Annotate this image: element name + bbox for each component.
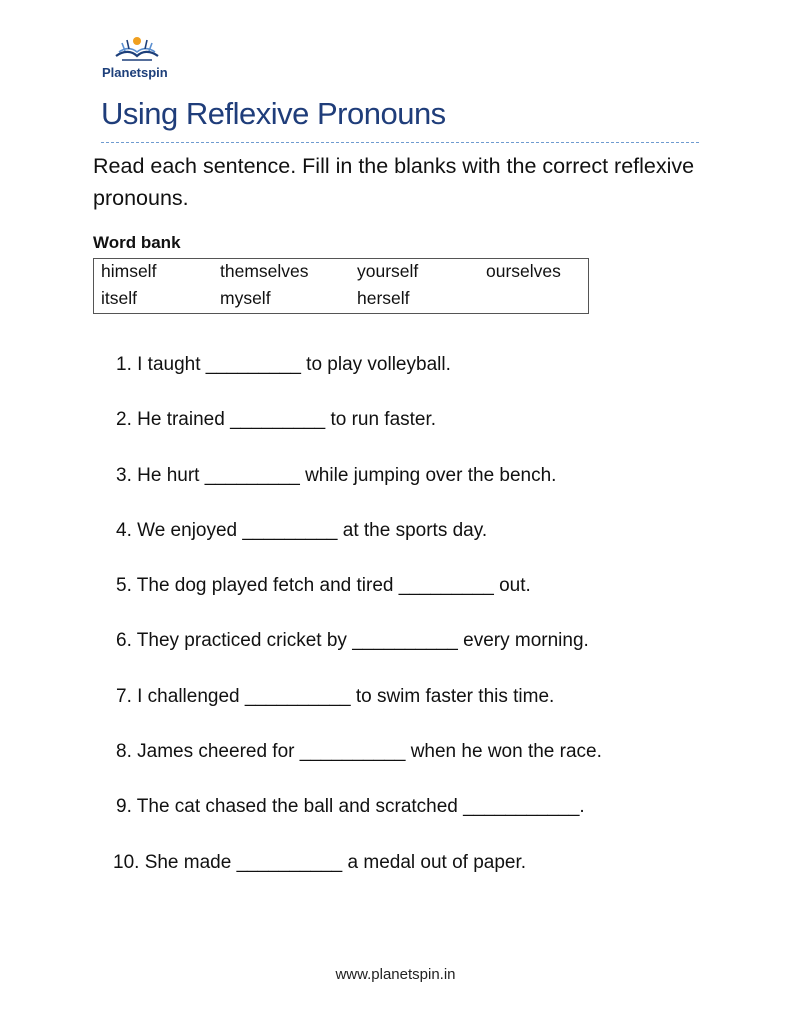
question-item: 9. The cat chased the ball and scratched ___________. — [116, 796, 585, 818]
word-bank-word: itself — [101, 288, 137, 308]
footer-url: www.planetspin.in — [335, 966, 456, 983]
book-globe-icon — [114, 32, 160, 64]
question-item: 3. He hurt _________ while jumping over the bench. — [116, 464, 557, 486]
question-item: 4. We enjoyed _________ at the sports day. — [116, 519, 488, 541]
question-item: 2. He trained _________ to run faster. — [116, 409, 437, 431]
question-item: 5. The dog played fetch and tired _________ out. — [116, 575, 531, 597]
word-bank-word: herself — [357, 288, 410, 308]
page-title: Using Reflexive Pronouns — [101, 96, 446, 131]
question-list — [113, 351, 602, 904]
word-bank-box — [93, 258, 589, 314]
question-item: 6. They practiced cricket by __________ every morning. — [116, 630, 589, 652]
planetspin-logo — [100, 32, 174, 84]
logo-text: Planetspin — [102, 65, 168, 80]
instructions: Read each sentence. Fill in the blanks with the correct reflexive pronouns. — [93, 154, 695, 210]
question-item: 7. I challenged __________ to swim faster this time. — [116, 685, 555, 707]
title-divider — [101, 142, 699, 143]
word-bank-word: himself — [101, 261, 157, 281]
question-item: 8. James cheered for __________ when he won the race. — [116, 741, 602, 763]
word-bank-word: themselves — [220, 261, 309, 281]
word-bank-title: Word bank — [93, 233, 181, 252]
word-bank-word: ourselves — [486, 261, 561, 281]
word-bank-word: yourself — [357, 261, 419, 281]
question-item: 10. She made __________ a medal out of paper. — [113, 851, 527, 873]
word-bank-word: myself — [220, 288, 271, 308]
question-item: 1. I taught _________ to play volleyball. — [116, 354, 451, 375]
